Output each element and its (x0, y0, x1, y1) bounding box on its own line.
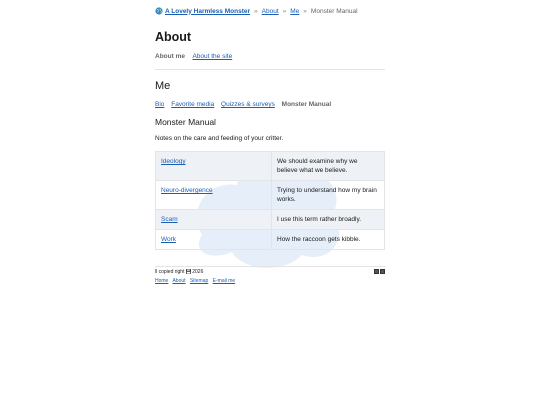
footer-badges (374, 269, 385, 274)
badge-icon[interactable] (374, 269, 379, 274)
copyright-line (155, 269, 385, 276)
page-container (155, 0, 385, 284)
breadcrumb-about-link[interactable]: About (261, 7, 279, 15)
tab-bio[interactable]: Bio (155, 101, 165, 108)
term-cell (156, 230, 272, 250)
breadcrumb-separator: » (282, 7, 287, 15)
breadcrumb-separator: » (303, 7, 307, 15)
badge-icon[interactable] (380, 269, 385, 274)
subnav-current: About me (155, 53, 185, 60)
footer-email-link[interactable]: E-mail me (212, 278, 236, 284)
divider (155, 69, 385, 70)
footer-sitemap-link[interactable]: Sitemap (189, 278, 209, 284)
page-title: About (155, 30, 192, 44)
term-cell (156, 210, 272, 230)
section-title: Me (155, 80, 171, 92)
description-cell: I use this term rather broadly. (272, 210, 385, 230)
term-link-work[interactable]: Work (161, 236, 177, 243)
copyright-year: 2026 (192, 269, 204, 275)
breadcrumb-separator: » (254, 7, 258, 15)
term-link-neuro-divergence[interactable]: Neuro-divergence (161, 187, 213, 194)
about-subnav (155, 53, 385, 60)
table-row (156, 152, 385, 181)
term-link-ideology[interactable]: Ideology (161, 158, 186, 165)
description-cell: Trying to understand how my brain works. (272, 181, 385, 210)
terms-table (155, 151, 385, 250)
term-cell (156, 152, 272, 181)
site-home-link[interactable]: A Lovely Harmless Monster (165, 7, 251, 15)
footer-divider (155, 266, 385, 267)
tab-favorite-media[interactable]: Favorite media (171, 101, 215, 108)
table-row (156, 210, 385, 230)
breadcrumb-current: Monster Manual (310, 7, 358, 15)
subnav-about-site-link[interactable]: About the site (192, 53, 233, 60)
me-tabs (155, 101, 385, 108)
article-title: Monster Manual (155, 117, 216, 127)
term-cell (156, 181, 272, 210)
description-cell: How the raccoon gets kibble. (272, 230, 385, 250)
article-intro: Notes on the care and feeding of your critter. (155, 135, 284, 142)
footer-about-link[interactable]: About (172, 278, 186, 284)
footer-home-link[interactable]: Home (155, 278, 169, 284)
footer-links (155, 278, 385, 284)
globe-icon (155, 7, 163, 15)
breadcrumb-me-link[interactable]: Me (290, 7, 300, 15)
floppy-disk-icon (186, 269, 191, 274)
breadcrumb (155, 7, 385, 15)
copyright-text: ll copied right (155, 269, 185, 275)
description-cell: We should examine why we believe what we believe. (272, 152, 385, 181)
table-row (156, 181, 385, 210)
table-row (156, 230, 385, 250)
tab-quizzes-surveys[interactable]: Quizzes & surveys (221, 101, 275, 108)
term-link-scam[interactable]: Scam (161, 216, 178, 223)
tab-monster-manual: Monster Manual (281, 101, 332, 108)
